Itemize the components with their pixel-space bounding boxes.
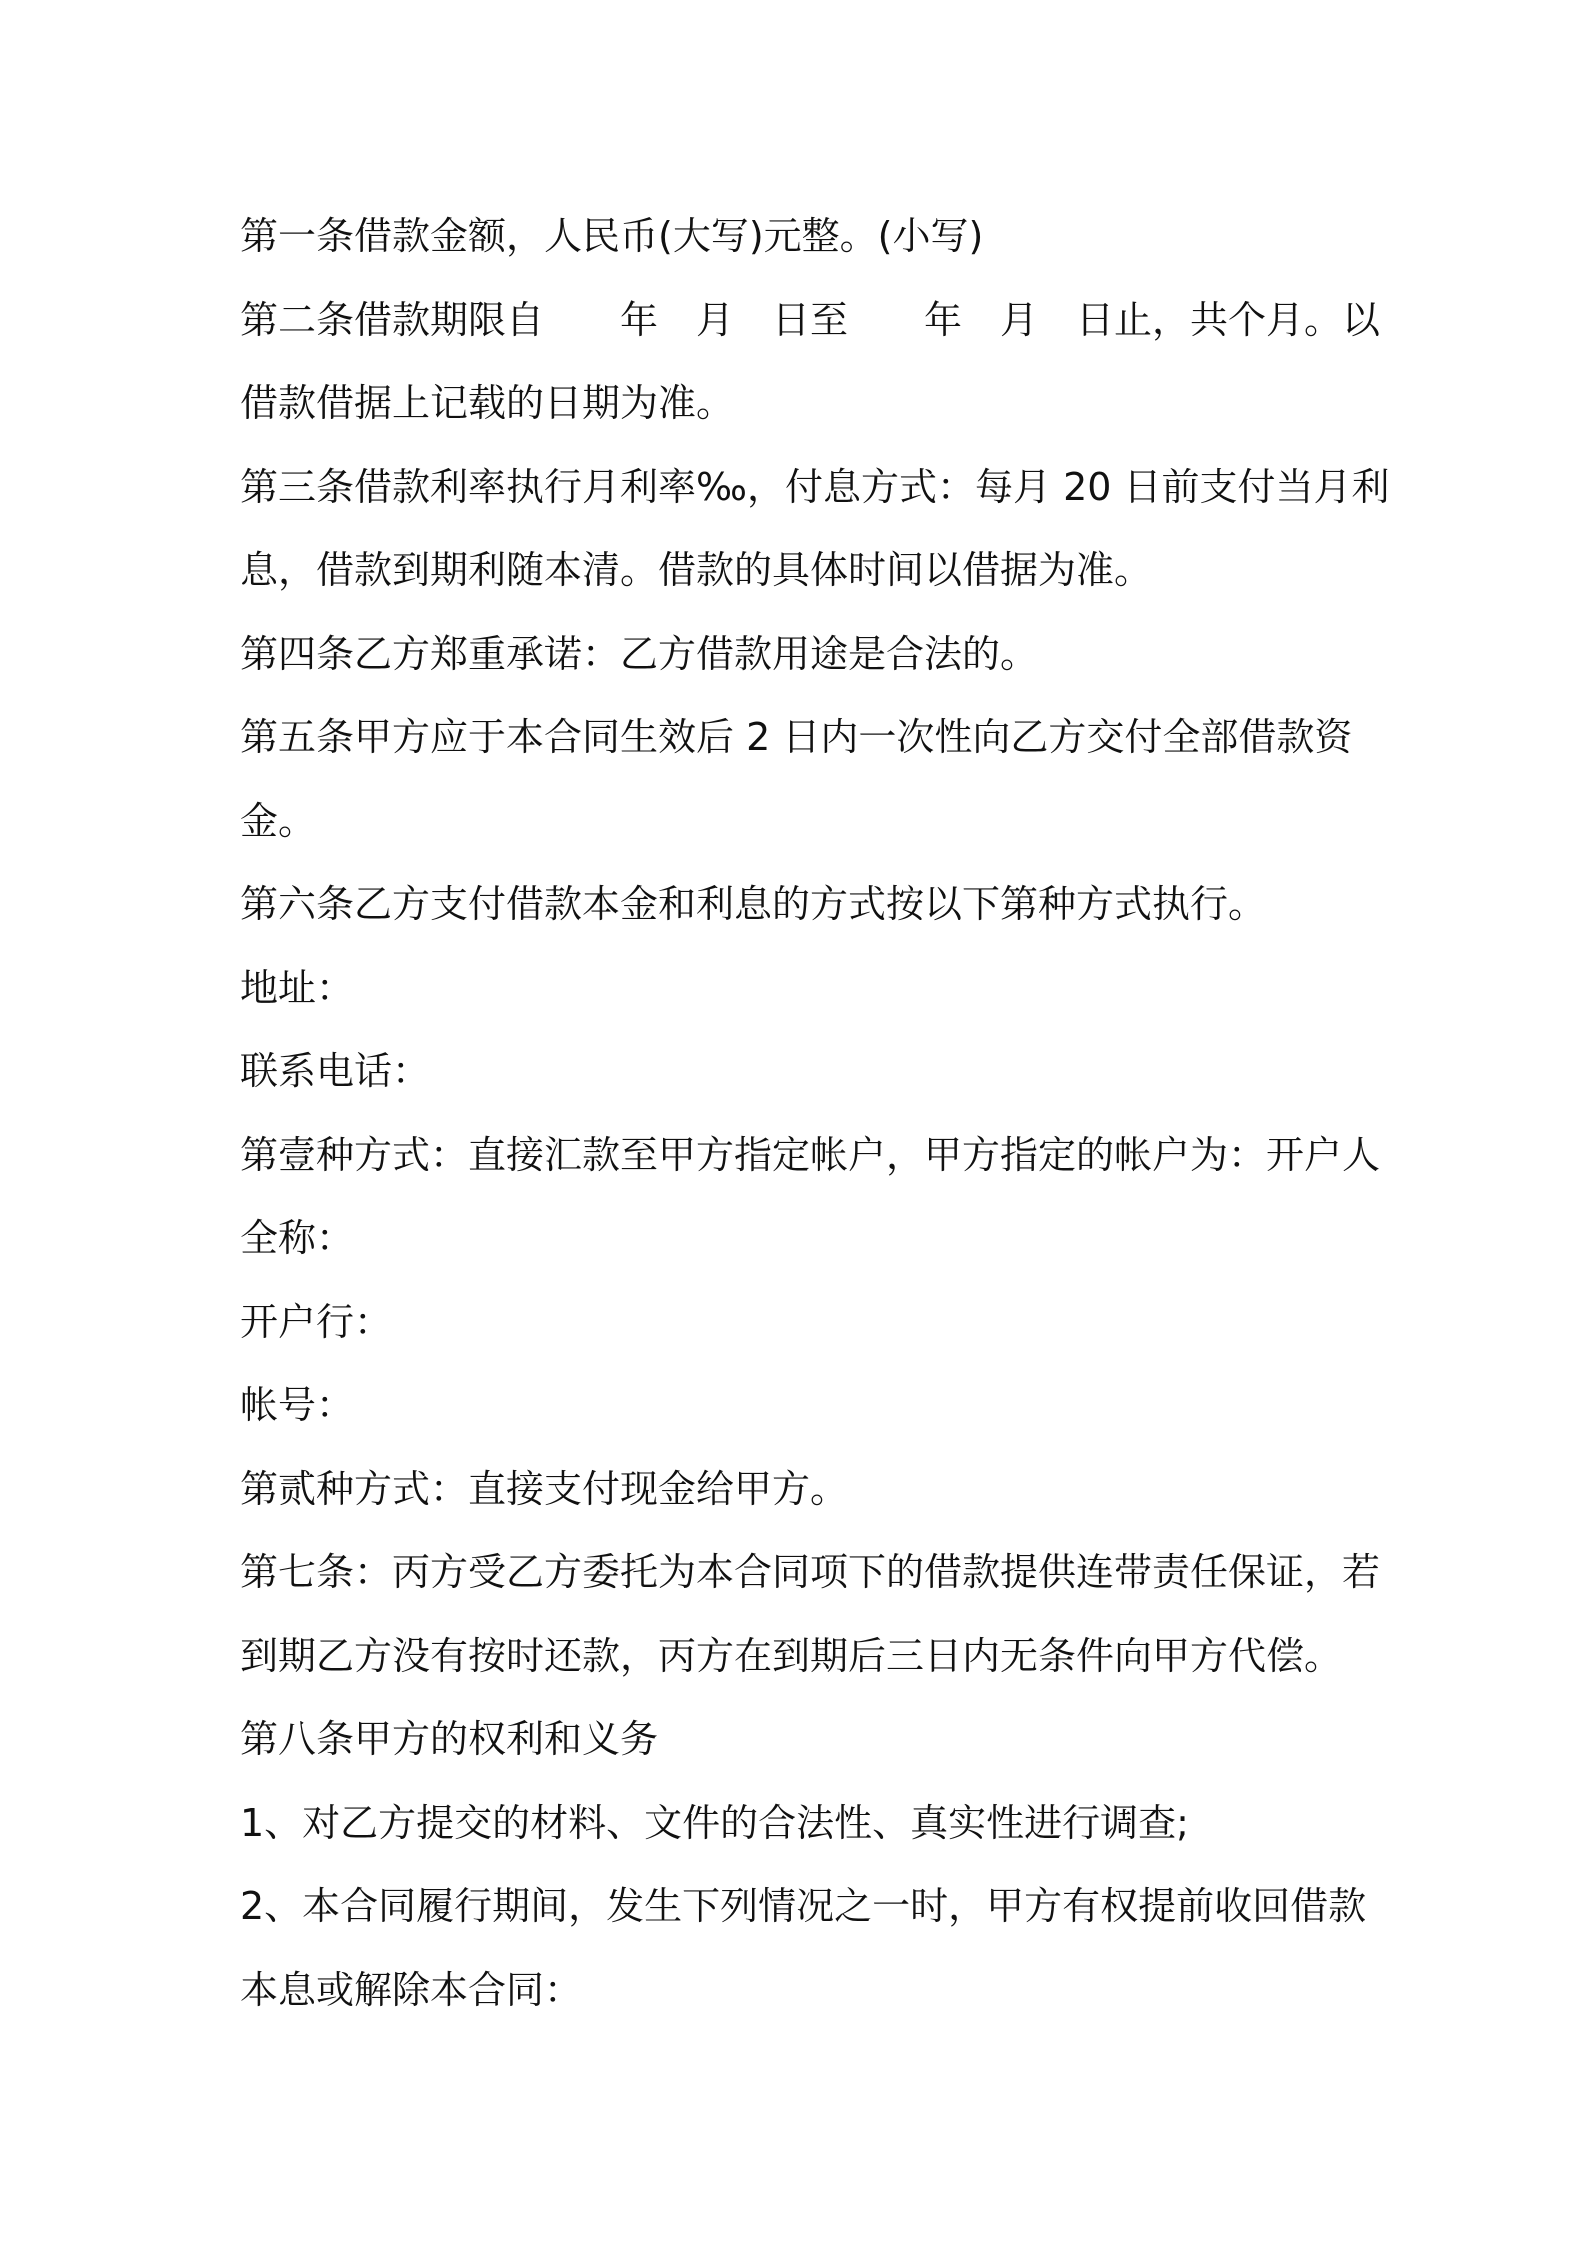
article-8-item-2-cont: 本息或解除本合同： bbox=[240, 1967, 583, 2012]
account-number-field: 帐号： bbox=[240, 1383, 355, 1427]
article-6-repayment-method: 第六条乙方支付借款本金和利息的方式按以下第种方式执行。 bbox=[240, 882, 1267, 926]
article-7-guarantee-cont: 到期乙方没有按时还款，丙方在到期后三日内无条件向甲方代偿。 bbox=[240, 1633, 1343, 1678]
article-3-interest-rate: 第三条借款利率执行月利率‰，付息方式：每月 20 日前支付当月利 bbox=[240, 464, 1390, 509]
article-2-loan-term-cont: 借款借据上记载的日期为准。 bbox=[240, 381, 735, 425]
article-8-heading: 第八条甲方的权利和义务 bbox=[240, 1717, 659, 1761]
method-1-bank-transfer: 第壹种方式：直接汇款至甲方指定帐户，甲方指定的帐户为：开户人 bbox=[240, 1132, 1381, 1177]
account-holder-name-field: 全称： bbox=[240, 1216, 355, 1260]
article-2-loan-term: 第二条借款期限自 年 月 日至 年 月 日止，共个月。以 bbox=[240, 297, 1381, 342]
article-1-loan-amount: 第一条借款金额，人民币(大写)元整。(小写) bbox=[240, 214, 984, 258]
article-8-item-1: 1、对乙方提交的材料、文件的合法性、真实性进行调查; bbox=[240, 1800, 1189, 1845]
document-body bbox=[240, 195, 1390, 2032]
phone-field: 联系电话： bbox=[240, 1049, 431, 1093]
method-2-cash: 第贰种方式：直接支付现金给甲方。 bbox=[240, 1466, 849, 1511]
article-4-loan-purpose: 第四条乙方郑重承诺：乙方借款用途是合法的。 bbox=[240, 631, 1039, 676]
article-7-guarantee: 第七条：丙方受乙方委托为本合同项下的借款提供连带责任保证，若 bbox=[240, 1550, 1381, 1594]
article-8-item-2: 2、本合同履行期间，发生下列情况之一时，甲方有权提前收回借款 bbox=[240, 1884, 1367, 1928]
article-5-disbursement-cont: 金。 bbox=[240, 798, 317, 843]
address-field: 地址： bbox=[240, 965, 355, 1010]
article-3-interest-rate-cont: 息，借款到期利随本清。借款的具体时间以借据为准。 bbox=[240, 548, 1153, 592]
article-5-disbursement: 第五条甲方应于本合同生效后 2 日内一次性向乙方交付全部借款资 bbox=[240, 715, 1353, 759]
bank-name-field: 开户行： bbox=[240, 1299, 393, 1344]
